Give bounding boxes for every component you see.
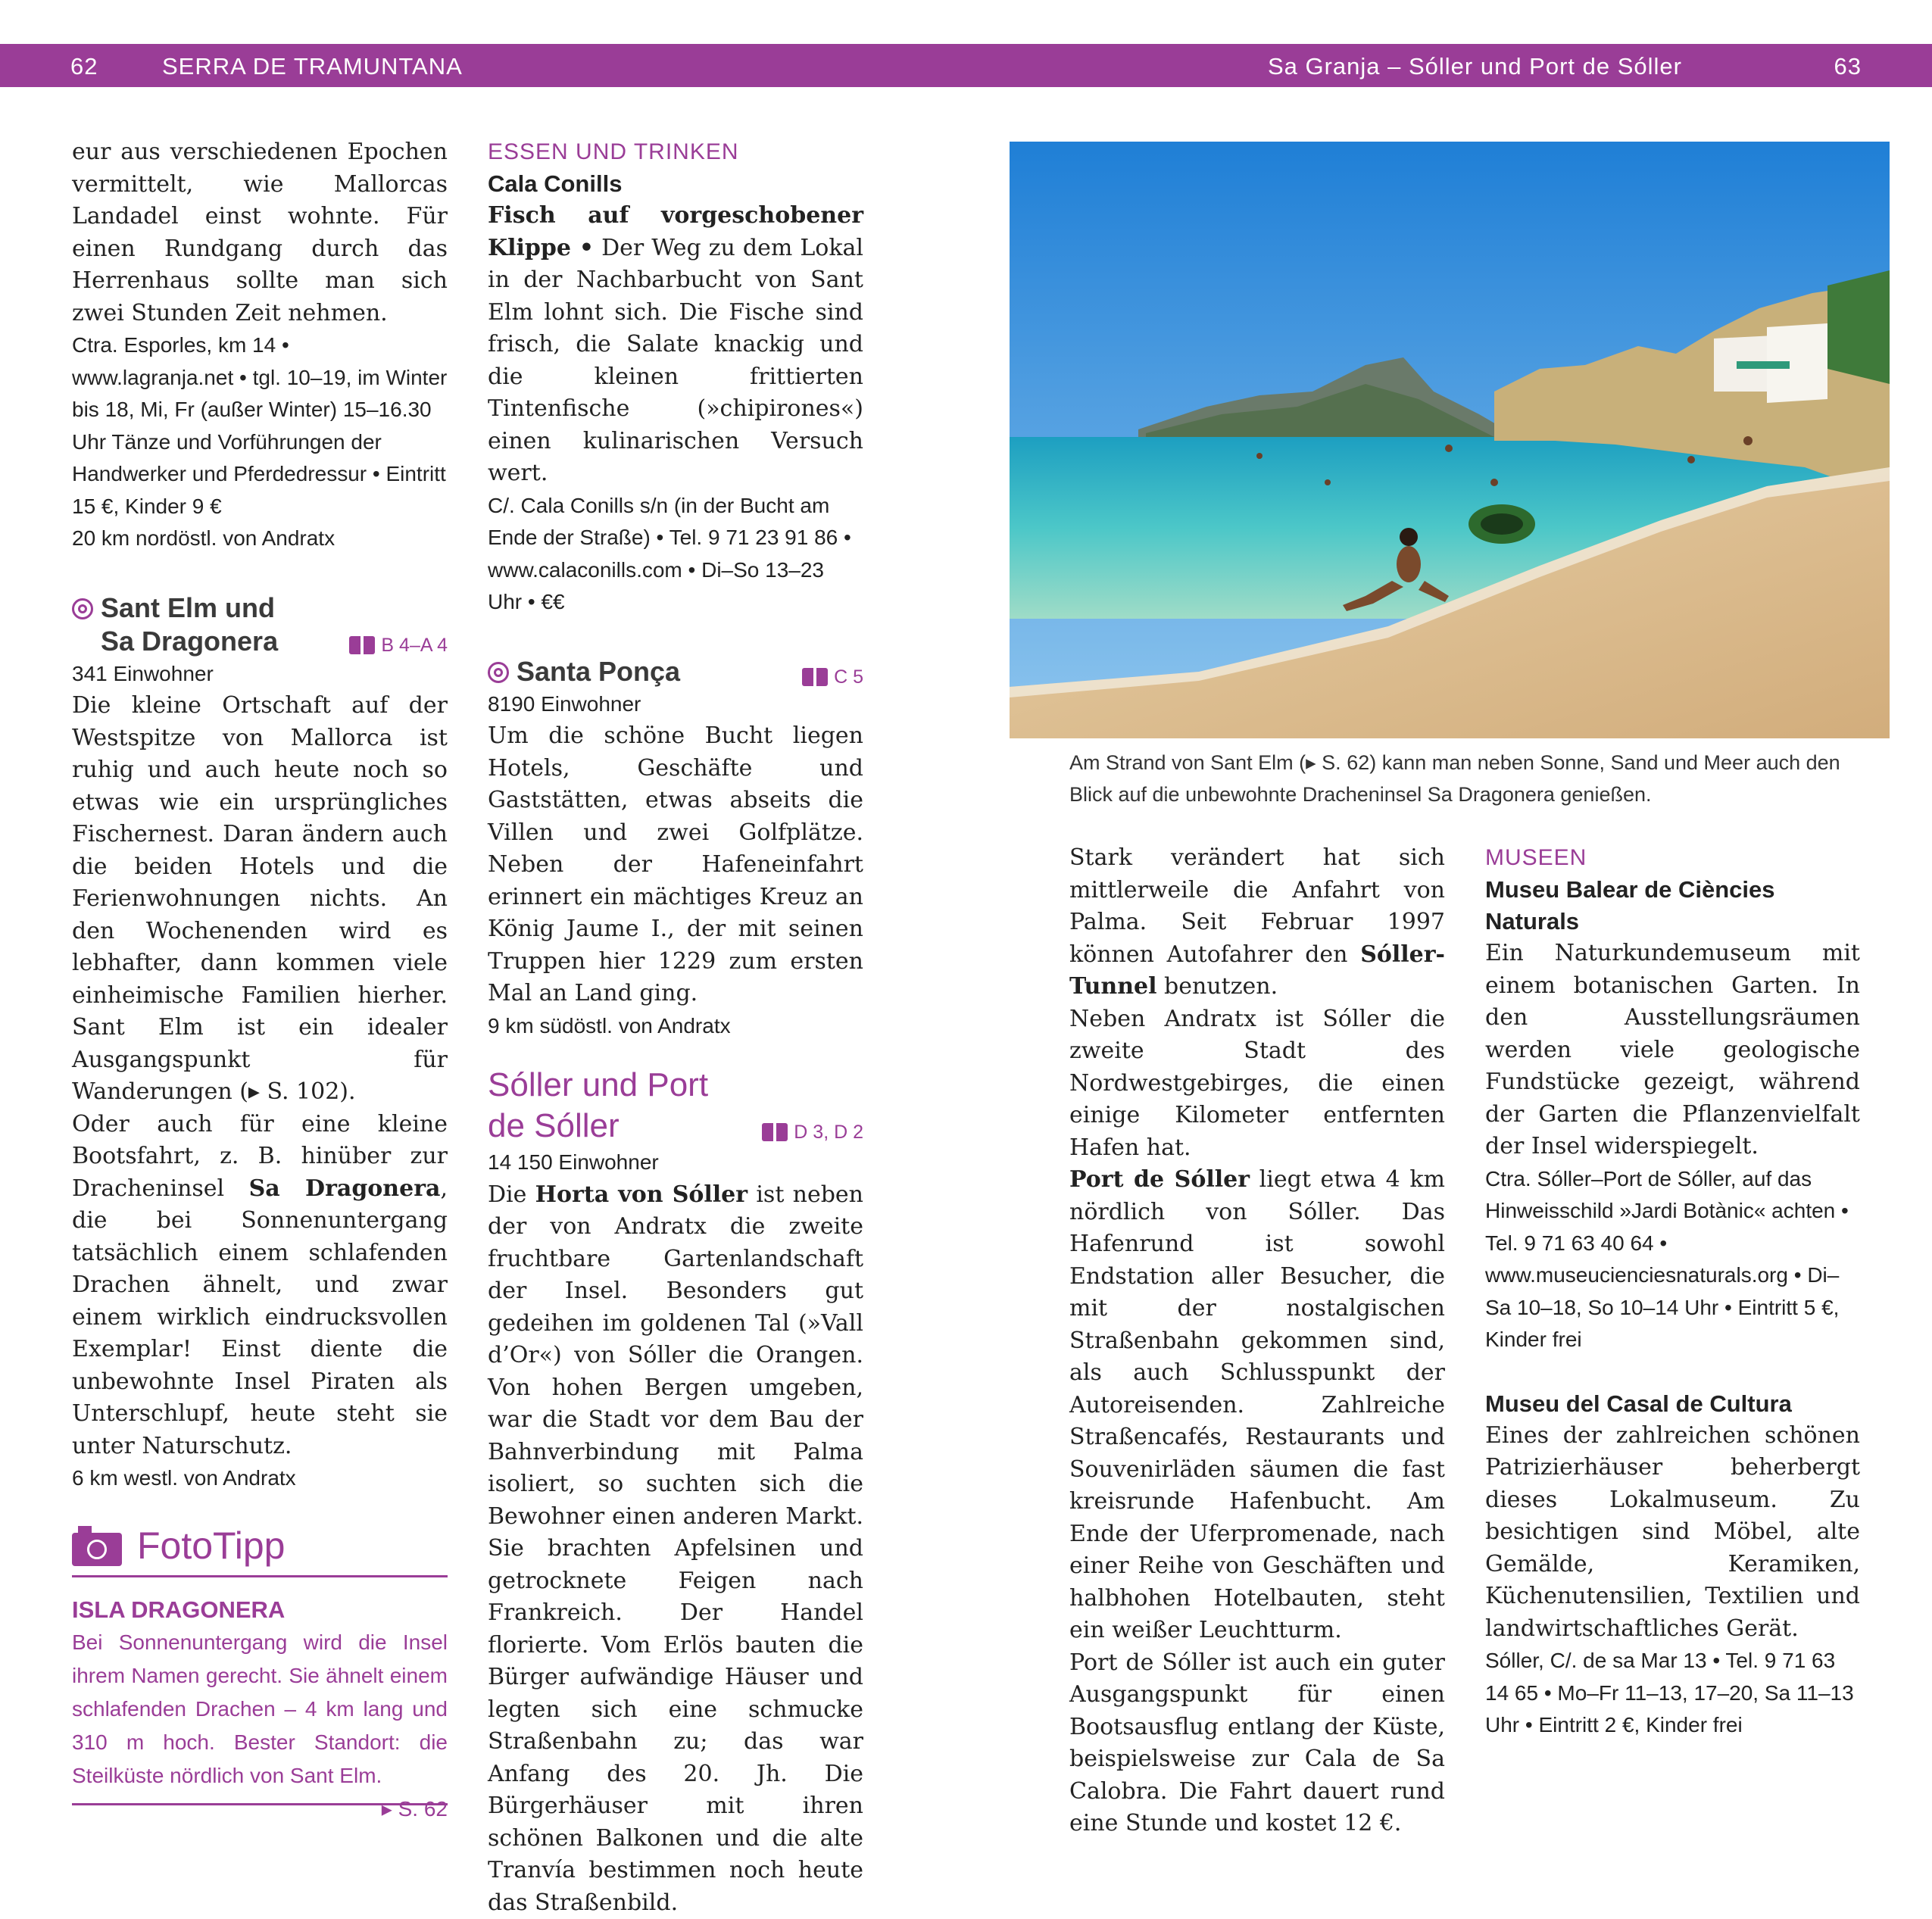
right-running-title: Sa Granja – Sóller und Port de Sóller	[1268, 53, 1682, 80]
fototipp-text: Bei Sonnenuntergang wird die Insel ihrem Namen gerecht. Sie ähnelt einem schlafenden Drachen – 4 km lang und 310 m hoch. Bester Standort: die Steilküste nördlich von Sant Elm. ▸ S. 62	[72, 1626, 448, 1805]
column-3	[1069, 842, 1445, 1840]
fototipp-title: FotoTipp	[137, 1530, 285, 1562]
soller-mapref: D 3, D 2	[762, 1116, 863, 1149]
beach-illustration	[1010, 142, 1890, 738]
santa-ponca-distance: 9 km südöstl. von Andratx	[488, 1010, 863, 1043]
column-1	[72, 136, 448, 1826]
header-bar	[0, 44, 1932, 87]
fototipp-heading	[72, 1527, 448, 1577]
santa-ponca-text: Um die schöne Bucht liegen Hotels, Geschäfte und Gaststätten, etwas abseits die Villen und zwei Golfplätze. Neben der Hafeneinfahrt erinnert ein mächtiges Kreuz an König Jaume I., der mit seinen Truppen hier 1229 zum ersten Mal an Land ging.	[488, 720, 863, 1010]
map-book-icon	[802, 668, 828, 686]
santelm-title: Sant Elm und Sa Dragonera	[72, 591, 448, 658]
santa-ponca-mapref: C 5	[802, 661, 863, 694]
cala-conills-info: C/. Cala Conills s/n (in der Bucht am Ende der Straße) • Tel. 9 71 23 91 86 • www.calaconills.com • Di–So 13–23 Uhr • €€	[488, 490, 863, 619]
cala-conills-name: Cala Conills	[488, 168, 863, 200]
soller-title: Sóller und Port de Sóller	[488, 1065, 863, 1147]
photo-caption: Am Strand von Sant Elm (▸ S. 62) kann man neben Sonne, Sand und Meer auch den Blick auf die unbewohnte Dracheninsel Sa Dragonera genießen.	[1069, 747, 1887, 810]
fototipp-subtitle: ISLA DRAGONERA	[72, 1594, 448, 1626]
left-running-title: SERRA DE TRAMUNTANA	[162, 53, 463, 80]
camera-icon	[72, 1533, 122, 1566]
museu-casal-name: Museu del Casal de Cultura	[1485, 1388, 1860, 1420]
santa-ponca-population: 8190 Einwohner	[488, 688, 863, 721]
granja-distance: 20 km nordöstl. von Andratx	[72, 523, 448, 555]
museu-casal-info: Sóller, C/. de sa Mar 13 • Tel. 9 71 63 14 65 • Mo–Fr 11–13, 17–20, Sa 11–13 Uhr • Eintritt 2 €, Kinder frei	[1485, 1645, 1860, 1742]
santelm-entry	[72, 591, 448, 1495]
santa-ponca-entry	[488, 655, 863, 1043]
santelm-population: 341 Einwohner	[72, 658, 448, 691]
map-book-icon	[762, 1123, 788, 1141]
soller-text: Die Horta von Sóller ist neben der von Andratx die zweite fruchtbare Gartenlandschaft der Insel. Besonders gut gedeihen im goldenen Tal (»Vall d’Or«) von Sóller die Orangen. Von hohen Bergen umgeben, war die Stadt vor dem Bau der Bahnverbindung mit Palma isoliert, so suchten sich die Bewohner einen anderen Markt. Sie brachten Apfelsinen und getrocknete Feigen nach Frankreich. Der Handel florierte. Vom Erlös bauten die Bürger aufwändige Häuser und legten sich eine schmucke Straßenbahn zu; das war Anfang des 20. Jh. Die Bürgerhäuser mit ihren schönen Balkonen und die alte Tranvía bestimmen noch heute das Straßenbild.	[488, 1179, 863, 1919]
beach-photo	[1010, 142, 1890, 738]
cala-conills-text: Fisch auf vorgeschobener Klippe • Der Weg zu dem Lokal in der Nachbarbucht von Sant Elm lohnt sich. Die Fische sind frisch, die Salate knackig und die kleinen frittierten Tintenfische (»chipirones«) einen kulinarischen Versuch wert.	[488, 200, 863, 490]
right-page-number: 63	[1834, 53, 1862, 80]
port-soller-boat-text: Port de Sóller ist auch ein guter Ausgangspunkt für einen Bootsausflug entlang der Küste, beispielsweise zur Cala de Sa Calobra. Die Fahrt dauert rund eine Stunde und kostet 12 €.	[1069, 1647, 1445, 1840]
granja-info: Ctra. Esporles, km 14 • www.lagranja.net • tgl. 10–19, im Winter bis 18, Mi, Fr (außer Winter) 15–16.30 Uhr Tänze und Vorführungen der Handwerker und Pferdedressur • Eintritt 15 €, Kinder 9 €	[72, 329, 448, 523]
santelm-mapref: B 4–A 4	[349, 629, 448, 662]
essen-section-heading: ESSEN UND TRINKEN	[488, 136, 863, 168]
sight-icon	[72, 598, 93, 619]
granja-intro: eur aus verschiedenen Epochen vermittelt, wie Mallorcas Landadel einst wohnte. Für einen Rundgang durch das Herrenhaus sollte man sich zwei Stunden Zeit nehmen.	[72, 136, 448, 329]
soller-text-2: Stark verändert hat sich mittlerweile die Anfahrt von Palma. Seit Februar 1997 können Autofahrer den Sóller-Tunnel benutzen.	[1069, 842, 1445, 1003]
museu-balear-info: Ctra. Sóller–Port de Sóller, auf das Hinweisschild »Jardi Botànic« achten • Tel. 9 71 63 40 64 • www.museucienciesnaturals.org • Di–Sa 10–18, So 10–14 Uhr • Eintritt 5 €, Kinder frei	[1485, 1163, 1860, 1356]
column-2	[488, 136, 863, 1919]
sight-icon	[488, 662, 509, 683]
museen-section-heading: MUSEEN	[1485, 842, 1860, 874]
soller-text-3: Neben Andratx ist Sóller die zweite Stadt des Nordwestgebirges, die einen einige Kilometer entfernten Hafen hat.	[1069, 1003, 1445, 1165]
port-soller-text: Port de Sóller liegt etwa 4 km nördlich von Sóller. Das Hafenrund ist sowohl Endstation aller Besucher, die mit der nostalgischen Straßenbahn gekommen sind, als auch Schlusspunkt der Autoreisenden. Zahlreiche Straßencafés, Restaurants und Souvenirläden säumen die fast kreisrunde Hafenbucht. Am Ende der Uferpromenade, nach einer Reihe von Geschäften und halbhohen Hotelbauten, steht ein weißer Leuchtturm.	[1069, 1164, 1445, 1647]
map-book-icon	[349, 636, 375, 654]
fototipp-page-ref: ▸ S. 62	[382, 1793, 448, 1826]
column-4	[1485, 842, 1860, 1742]
santelm-text-2: Oder auch für eine kleine Bootsfahrt, z. B. hinüber zur Dracheninsel Sa Dragonera, die bei Sonnenuntergang tatsächlich einem schlafenden Drachen ähnelt, und zwar einem wirklich eindrucksvollen Exemplar! Einst diente die unbewohnte Insel Piraten als Unterschlupf, heute steht sie unter Naturschutz.	[72, 1109, 448, 1463]
soller-entry	[488, 1065, 863, 1919]
santa-ponca-title: Santa Ponça	[488, 655, 863, 688]
museu-balear-name: Museu Balear de Ciències Naturals	[1485, 874, 1860, 938]
left-page-number: 62	[70, 53, 98, 80]
museu-balear-text: Ein Naturkundemuseum mit einem botanischen Garten. In den Ausstellungsräumen werden viele geologische Fundstücke gezeigt, während der Garten die Pflanzenvielfalt der Insel widerspiegelt.	[1485, 938, 1860, 1163]
soller-population: 14 150 Einwohner	[488, 1147, 863, 1179]
museu-casal-text: Eines der zahlreichen schönen Patrizierhäuser beherbergt dieses Lokalmuseum. Zu besichtigen sind Möbel, alte Gemälde, Keramiken, Küchenutensilien, Textilien und landwirtschaftliches Gerät.	[1485, 1420, 1860, 1646]
fototipp-box	[72, 1527, 448, 1805]
santelm-text-1: Die kleine Ortschaft auf der Westspitze von Mallorca ist ruhig und auch heute noch so etwas wie ein ursprüngliches Fischernest. Daran ändern auch die beiden Hotels und die Ferienwohnungen nichts. An den Wochenenden wird es lebhafter, dann kommen viele einheimische Familien hierher. Sant Elm ist ein idealer Ausgangspunkt für Wanderungen (▸ S. 102).	[72, 690, 448, 1109]
santelm-distance: 6 km westl. von Andratx	[72, 1462, 448, 1495]
